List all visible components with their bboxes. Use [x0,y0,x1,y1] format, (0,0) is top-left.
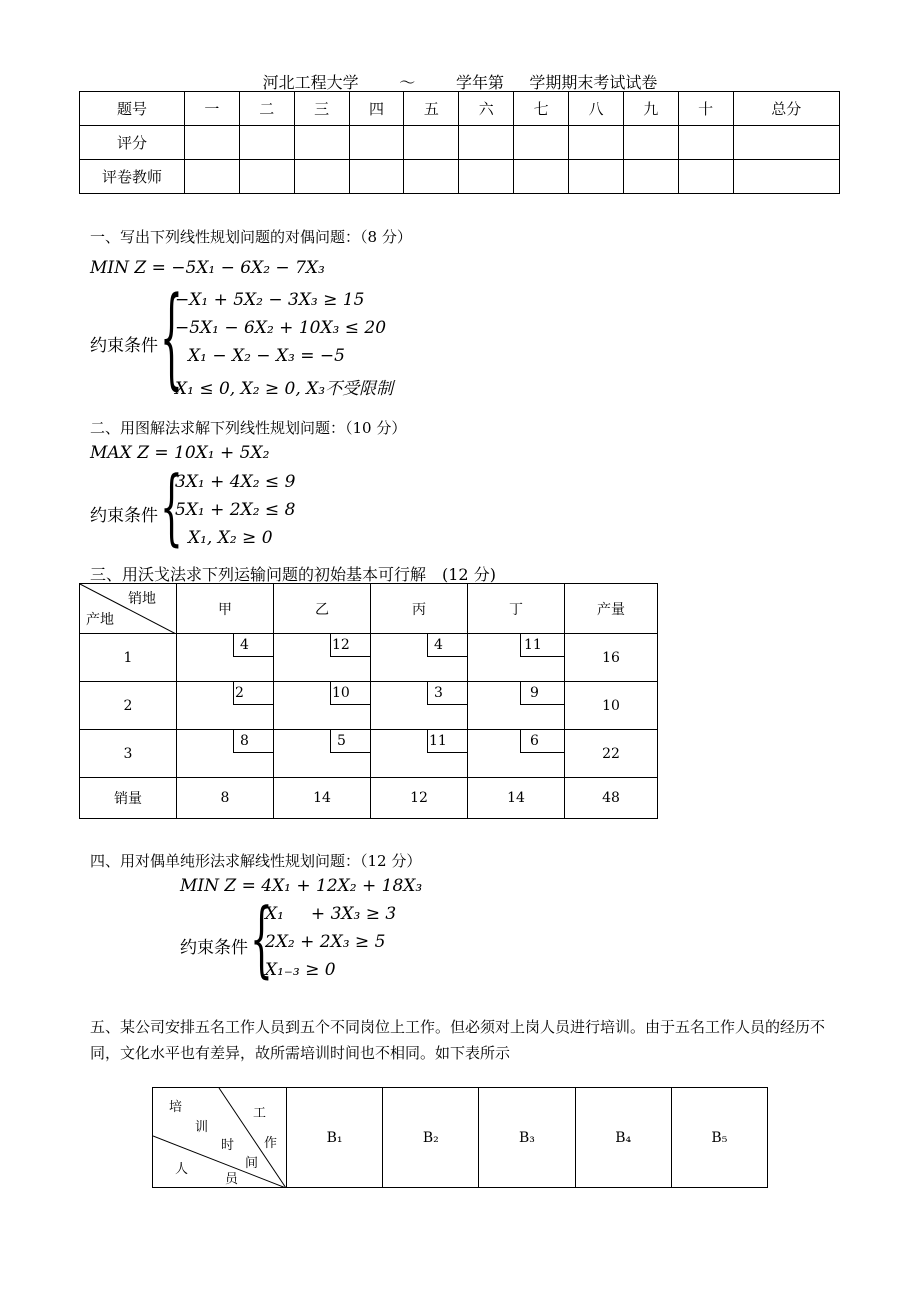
cost-value: 5 [337,733,346,749]
score-cell[interactable] [294,126,349,160]
column-header: 丁 [468,584,565,634]
table-row [80,634,658,682]
cost-value: 3 [434,685,443,701]
cost-cell [371,730,468,778]
header-cell: 八 [569,92,624,126]
score-cell[interactable] [459,126,514,160]
q1-constraint: −X₁ + 5X₂ − 3X₃ ≥ 15 [175,290,365,310]
corner-bottom-label: 产地 [86,612,114,628]
row-label: 1 [80,634,177,682]
demand-cell: 14 [468,778,565,819]
corner-top-label: 销地 [128,591,156,607]
header-cell: 题号 [80,92,185,126]
score-cell[interactable] [404,126,459,160]
job-header: B₅ [671,1088,767,1188]
header-cell: 六 [459,92,514,126]
table-row [80,682,658,730]
grader-cell[interactable] [569,160,624,194]
q2-constraint: 3X₁ + 4X₂ ≤ 9 [175,472,296,492]
header-cell: 总分 [733,92,839,126]
column-header: 丙 [371,584,468,634]
score-cell[interactable] [569,126,624,160]
corner-char: 间 [245,1156,259,1171]
table-row [80,730,658,778]
column-header: 产量 [565,584,658,634]
q4-objective: MIN Z = 4X₁ + 12X₂ + 18X₃ [180,876,423,896]
demand-cell: 8 [177,778,274,819]
corner-char: 时 [221,1138,235,1153]
supply-cell: 10 [565,682,658,730]
score-cell[interactable] [349,126,404,160]
cost-cell [371,634,468,682]
demand-row [80,778,658,819]
q1-constraint: X₁ ≤ 0, X₂ ≥ 0, X₃不受限制 [175,379,394,399]
q4-constraint: X₁ + 3X₃ ≥ 3 [265,904,397,924]
cost-value: 4 [240,637,249,653]
demand-cell: 14 [274,778,371,819]
grader-cell[interactable] [239,160,294,194]
corner-cell [153,1088,287,1188]
grader-cell[interactable] [459,160,514,194]
corner-char: 培 [169,1100,183,1115]
demand-cell: 48 [565,778,658,819]
cost-cell [274,634,371,682]
q2-title: 二、用图解法求解下列线性规划问题：（10 分） [90,419,407,437]
grader-cell[interactable] [733,160,839,194]
corner-char: 工 [253,1106,267,1121]
score-cell[interactable] [185,126,240,160]
brace-icon: { [160,458,183,556]
q4-constraint-label: 约束条件 [180,938,248,958]
exam-title: 河北工程大学 ～ 学年第 学期期末考试试卷 [262,73,658,92]
column-header: 乙 [274,584,371,634]
corner-char: 训 [195,1120,209,1135]
score-cell[interactable] [678,126,733,160]
q1-constraint-label: 约束条件 [90,336,158,356]
q4-constraint: X₁₋₃ ≥ 0 [265,960,336,980]
cost-value: 4 [434,637,443,653]
cost-value: 2 [235,685,244,701]
job-header: B₁ [287,1088,383,1188]
q2-constraint: 5X₁ + 2X₂ ≤ 8 [175,500,296,520]
q1-title: 一、写出下列线性规划问题的对偶问题：（8 分） [90,228,412,246]
header-cell: 三 [294,92,349,126]
q4-title: 四、用对偶单纯形法求解线性规划问题：（12 分） [90,852,422,870]
grader-cell[interactable] [185,160,240,194]
q5-text: 五、某公司安排五名工作人员到五个不同岗位上工作。但必须对上岗人员进行培训。由于五名工作人员的经历不同，文化水平也有差异，故所需培训时间也不相同。如下表所示 [90,1018,826,1062]
supply-cell: 22 [565,730,658,778]
job-header: B₄ [575,1088,671,1188]
header-cell: 十 [678,92,733,126]
grader-cell[interactable] [623,160,678,194]
header-cell: 二 [239,92,294,126]
cost-value: 10 [332,685,350,701]
training-table [152,1087,768,1188]
transport-header-row [80,584,658,634]
q3-title: 三、用沃戈法求下列运输问题的初始基本可行解 (12 分) [90,565,496,584]
cost-value: 12 [332,637,350,653]
cost-cell [371,682,468,730]
grader-cell[interactable] [678,160,733,194]
row-label: 3 [80,730,177,778]
cost-cell [177,730,274,778]
supply-cell: 16 [565,634,658,682]
cost-cell [274,682,371,730]
q1-constraint: −5X₁ − 6X₂ + 10X₃ ≤ 20 [175,318,387,338]
header-cell: 四 [349,92,404,126]
cost-cell [177,634,274,682]
brace-icon: { [250,890,273,988]
cost-value: 11 [524,637,542,653]
cost-value: 11 [429,733,447,749]
grader-cell[interactable] [514,160,569,194]
row-label: 评分 [80,126,185,160]
row-label: 销量 [80,778,177,819]
grader-cell[interactable] [349,160,404,194]
corner-char: 人 [175,1162,189,1177]
corner-char: 员 [225,1172,239,1187]
header-cell: 五 [404,92,459,126]
job-header: B₃ [479,1088,575,1188]
cost-value: 9 [530,685,539,701]
score-cell[interactable] [239,126,294,160]
job-header: B₂ [383,1088,479,1188]
score-cell[interactable] [623,126,678,160]
score-row [80,126,840,160]
column-header: 甲 [177,584,274,634]
q2-constraint-label: 约束条件 [90,506,158,526]
score-cell[interactable] [733,126,839,160]
cost-value: 8 [240,733,249,749]
brace-icon: { [160,273,183,402]
row-label: 2 [80,682,177,730]
grader-cell[interactable] [404,160,459,194]
cost-cell [274,730,371,778]
header-cell: 九 [623,92,678,126]
score-table [79,91,840,194]
corner-cell [80,584,177,634]
q2-constraint: X₁, X₂ ≥ 0 [188,528,273,548]
header-cell: 七 [514,92,569,126]
q1-constraint: X₁ − X₂ − X₃ = −5 [188,346,345,366]
demand-cell: 12 [371,778,468,819]
transport-table [79,583,658,819]
cost-cell [468,682,565,730]
cost-cell [468,730,565,778]
training-header-row [153,1088,768,1188]
q4-constraint: 2X₂ + 2X₃ ≥ 5 [265,932,386,952]
score-table-header-row [80,92,840,126]
q1-objective: MIN Z = −5X₁ − 6X₂ − 7X₃ [90,258,325,278]
corner-char: 作 [264,1136,278,1151]
cost-cell [177,682,274,730]
grader-row [80,160,840,194]
cost-cell [468,634,565,682]
cost-value: 6 [530,733,539,749]
grader-cell[interactable] [294,160,349,194]
score-cell[interactable] [514,126,569,160]
header-cell: 一 [185,92,240,126]
q2-objective: MAX Z = 10X₁ + 5X₂ [90,443,270,463]
row-label: 评卷教师 [80,160,185,194]
